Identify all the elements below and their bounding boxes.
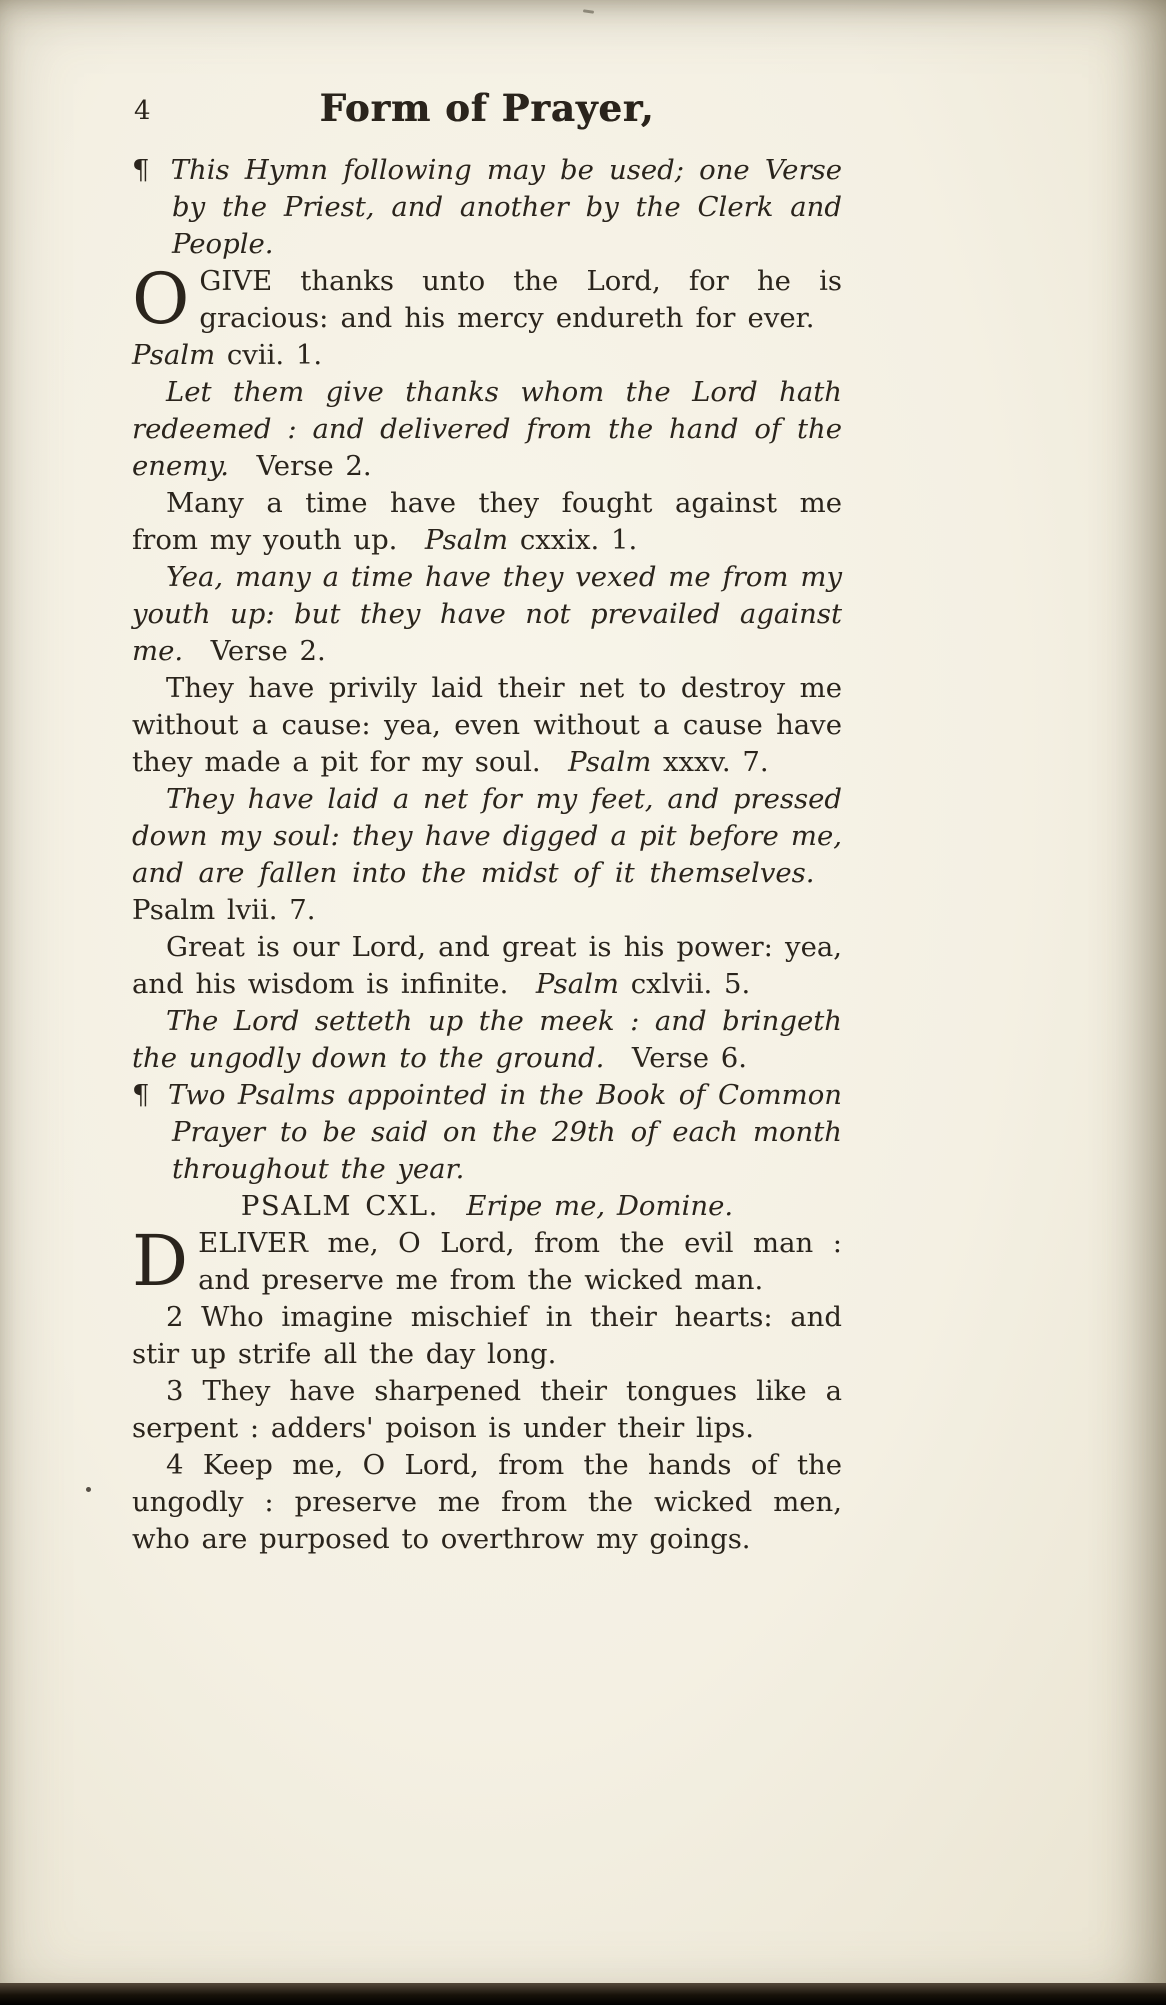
verse-paragraph <box>132 374 842 485</box>
rubric-paragraph <box>132 152 842 263</box>
text-run: PSALM CXL. <box>240 1190 439 1222</box>
rubric-paragraph <box>132 1077 842 1188</box>
psalm-heading <box>132 1188 842 1225</box>
verse-paragraph-dropcap <box>132 258 842 374</box>
text-run: Psalm lvii. 7. <box>132 857 842 926</box>
verse-paragraph <box>132 1299 842 1373</box>
text-run: Verse 2. <box>183 635 326 667</box>
verse-paragraph <box>132 1003 842 1077</box>
text-run: 4 Keep me, O Lord, from the hands of the ungodly : preserve me from the wicked men, who are purposed to overthrow my goings. <box>132 1449 842 1555</box>
page-header <box>132 86 842 134</box>
text-run: Many a time have they fought against me from my youth up. <box>132 487 842 556</box>
text-run: 3 They have sharpened their tongues like a serpent : adders' poison is under their lips. <box>132 1375 842 1444</box>
scan-artifact-ink-dot <box>86 1487 91 1492</box>
text-run: xxxv. 7. <box>651 746 769 778</box>
text-run: Psalm <box>132 339 216 371</box>
verse-paragraph <box>132 781 842 929</box>
text-run: Psalm <box>535 968 619 1000</box>
text-run: GIVE thanks unto the Lord, for he is gracious: and his mercy endureth for ever. <box>199 265 842 334</box>
pilcrow-mark: ¶ <box>132 1079 162 1111</box>
text-run: cxxix. 1. <box>508 524 638 556</box>
text-run: They have laid a net for my feet, and pressed down my soul: they have digged a pit before me, and are fallen into the midst of it themselves. <box>132 783 842 889</box>
text-run: Two Psalms appointed in the Book of Common Prayer to be said on the 29th of each month throughout the year. <box>167 1079 842 1185</box>
verse-paragraph <box>132 485 842 559</box>
text-run: Great is our Lord, and great is his power: yea, and his wisdom is infinite. <box>132 931 842 1000</box>
text-run: Verse 6. <box>604 1042 748 1074</box>
verse-paragraph-dropcap <box>132 1220 842 1302</box>
text-run: They have privily laid their net to destroy me without a cause: yea, even without a cause have they made a pit for my soul. <box>132 672 842 778</box>
verse-paragraph <box>132 1447 842 1558</box>
text-run: Psalm <box>424 524 509 556</box>
text-run: The Lord setteth up the meek : and bringeth the ungodly down to the ground. <box>132 1005 842 1074</box>
text-block <box>132 152 842 1558</box>
text-run: Psalm <box>568 746 652 778</box>
running-title: Form of Prayer, <box>319 86 655 130</box>
pilcrow-mark: ¶ <box>132 154 165 186</box>
verse-paragraph <box>132 1373 842 1447</box>
text-run: 2 Who imagine mischief in their hearts: and stir up strife all the day long. <box>132 1301 842 1370</box>
text-run: This Hymn following may be used; one Verse by the Priest, and another by the Clerk and People. <box>170 154 842 260</box>
text-run: cxlvii. 5. <box>618 968 751 1000</box>
text-run: ELIVER me, O Lord, from the evil man : and preserve me from the wicked man. <box>198 1227 842 1296</box>
scan-bottom-edge <box>0 1983 1166 2005</box>
verse-paragraph <box>132 559 842 670</box>
text-run: cvii. 1. <box>215 339 323 371</box>
text-run: Verse 2. <box>228 450 372 482</box>
drop-cap: D <box>132 1220 189 1302</box>
verse-paragraph <box>132 670 842 781</box>
verse-paragraph <box>132 929 842 1003</box>
text-run: Eripe me, Domine. <box>438 1190 734 1222</box>
drop-cap: O <box>132 258 190 340</box>
text-run: Yea, many a time have they vexed me from my youth up: but they have not prevailed against me. <box>132 561 842 667</box>
text-run: Let them give thanks whom the Lord hath redeemed : and delivered from the hand of the enemy. <box>132 376 842 482</box>
page-number: 4 <box>134 96 151 126</box>
